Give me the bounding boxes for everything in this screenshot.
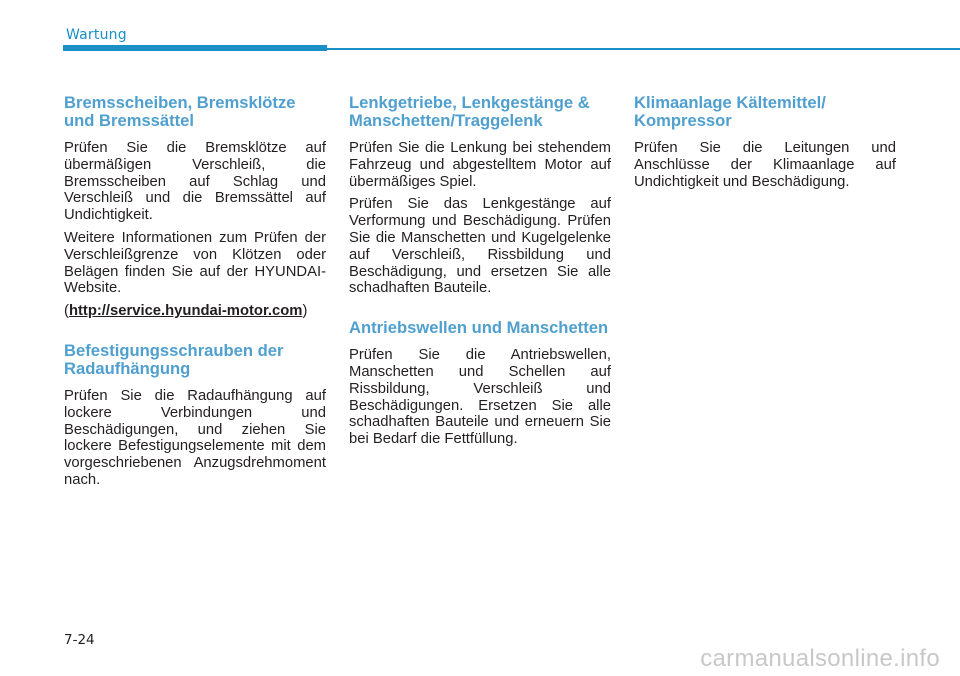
section-steering (349, 94, 611, 297)
section-title-drive-shafts: Antriebswellen und Manschetten (349, 318, 609, 338)
column-middle (349, 94, 611, 470)
section-suspension-bolts (64, 342, 326, 489)
section-drive-shafts (349, 319, 611, 448)
link-close-paren: ) (302, 303, 308, 320)
paragraph-air-conditioning-1: Prüfen Sie die Leitungen und Anschlüsse der Klimaanlage auf Undichtigkeit und Beschädigung. (634, 140, 896, 190)
paragraph-drive-shafts-1: Prüfen Sie die Antriebswellen, Manschetten und Schellen auf Rissbildung, Verschleiß und Beschädigungen. Ersetzen Sie alle schadhaften Bauteile und erneuern Sie bei Bedarf die Fettfüllung. (349, 347, 611, 448)
column-right (634, 94, 896, 212)
paragraph-brakes-1: Prüfen Sie die Bremsklötze auf übermäßigen Verschleiß, die Bremsscheiben auf Schlag und Verschleiß und die Bremssättel auf Undichtigkeit. (64, 140, 326, 224)
paragraph-steering-1: Prüfen Sie die Lenkung bei stehendem Fahrzeug und abgestelltem Motor auf übermäßiges Spiel. (349, 140, 611, 190)
header-rule-line (327, 48, 960, 50)
watermark-text: carmanualsonline.info (700, 645, 940, 672)
column-left (64, 94, 326, 511)
section-air-conditioning (634, 94, 896, 190)
link-open-paren: ( (64, 303, 69, 320)
paragraph-suspension-bolts-1: Prüfen Sie die Radaufhängung auf lockere Verbindungen und Beschädigungen, und ziehen Sie lockere Befestigungselemente mit dem vorgeschriebenen Anzugsdrehmoment nach. (64, 387, 326, 488)
section-header-title: Wartung (66, 27, 127, 43)
paragraph-brakes-2: Weitere Informationen zum Prüfen der Verschleißgrenze von Klötzen oder Belägen finden Sie auf der HYUNDAI-Website. (64, 229, 326, 297)
header-accent-bar (63, 45, 327, 51)
paragraph-steering-2: Prüfen Sie das Lenkgestänge auf Verformung und Beschädigung. Prüfen Sie die Manschetten und Kugelgelenke auf Verschleiß, Rissbildung und Beschädigung, und ersetzen Sie alle schadhaften Bauteile. (349, 196, 611, 297)
section-brakes (64, 94, 326, 320)
section-title-brakes: Bremsscheiben, Bremsklötze und Bremssättel (64, 93, 296, 130)
page-number: 7-24 (64, 632, 95, 648)
section-title-steering: Lenkgetriebe, Lenkgestänge & Manschetten/Traggelenk (349, 93, 590, 130)
paragraph-brakes-link (64, 303, 326, 320)
section-title-suspension-bolts: Befestigungsschrauben der Radaufhängung (64, 340, 284, 378)
hyundai-service-link[interactable]: http://service.hyundai-motor.com (68, 303, 303, 320)
section-title-air-conditioning: Klimaanlage Kältemittel/ Kompressor (634, 93, 826, 130)
